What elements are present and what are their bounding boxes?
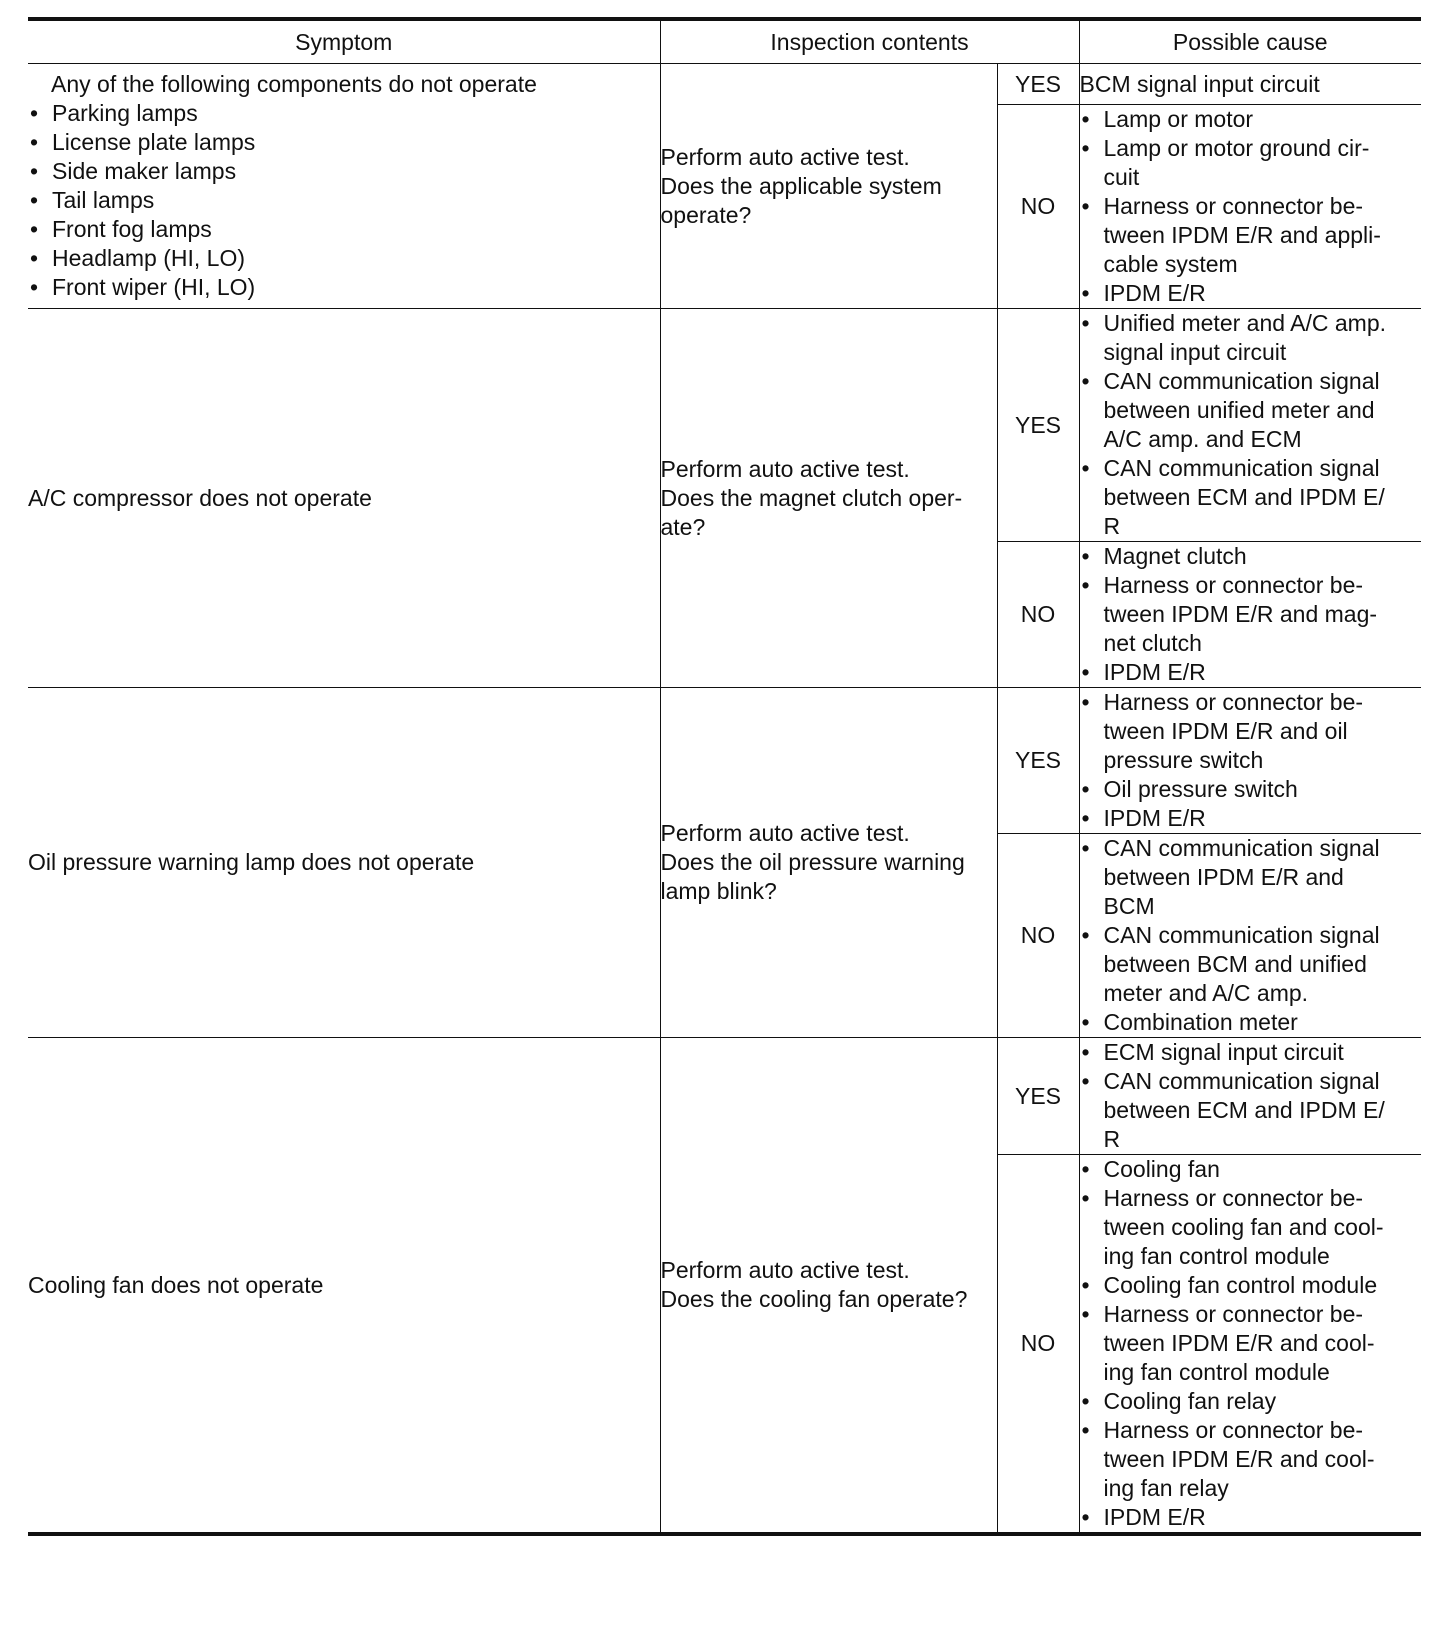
cause-list [1080, 542, 1422, 687]
diagnosis-table [28, 17, 1421, 1536]
inspection-line: ate? [660, 513, 706, 540]
list-item: • Cooling fan relay [1080, 1387, 1422, 1416]
list-item: • Tail lamps [28, 186, 660, 215]
header-possible-cause: Possible cause [1079, 19, 1421, 64]
list-item: • ECM signal input circuit [1080, 1038, 1422, 1067]
list-item: • Oil pressure switch [1080, 775, 1422, 804]
list-item: • Magnet clutch [1080, 542, 1422, 571]
answer-yes: YES [997, 64, 1079, 105]
inspection-cell [660, 688, 997, 1038]
answer-yes: YES [997, 309, 1079, 542]
list-item: • IPDM E/R [1080, 1503, 1422, 1532]
answer-no: NO [997, 834, 1079, 1038]
inspection-line: Perform auto active test. [660, 1257, 910, 1283]
cause-list [1080, 105, 1422, 308]
list-item: • Lamp or motor ground cir- cuit [1080, 134, 1422, 192]
list-item: • Headlamp (HI, LO) [28, 244, 660, 273]
answer-yes: YES [997, 688, 1079, 834]
header-symptom: Symptom [28, 19, 660, 64]
cause-list [1080, 1155, 1422, 1532]
list-item: • CAN communication signal between BCM and unified meter and A/C amp. [1080, 921, 1422, 1008]
cause-cell [1079, 834, 1421, 1038]
inspection-cell [660, 309, 997, 688]
inspection-line: Does the applicable system [660, 172, 942, 199]
answer-no: NO [997, 542, 1079, 688]
cause-cell [1079, 1155, 1421, 1535]
list-item: • Harness or connector be- tween cooling fan and cool- ing fan control module [1080, 1184, 1422, 1271]
inspection-cell [660, 1038, 997, 1535]
inspection-line: Does the cooling fan operate? [660, 1286, 968, 1312]
list-item: • IPDM E/R [1080, 658, 1422, 687]
list-item: • Front wiper (HI, LO) [28, 273, 660, 302]
table-row [28, 688, 1421, 834]
symptom-cell: Oil pressure warning lamp does not operate [28, 688, 660, 1038]
list-item: • Harness or connector be- tween IPDM E/R and mag- net clutch [1080, 571, 1422, 658]
cause-list [1080, 834, 1422, 1037]
cause-cell: BCM signal input circuit [1079, 64, 1421, 105]
cause-cell [1079, 688, 1421, 834]
table-header-row [28, 19, 1421, 64]
list-item: • CAN communication signal between ECM and IPDM E/ R [1080, 1067, 1422, 1154]
list-item: • Harness or connector be- tween IPDM E/R and cool- ing fan relay [1080, 1416, 1422, 1503]
header-inspection: Inspection contents [660, 19, 1079, 64]
cause-cell [1079, 309, 1421, 542]
symptom-lead: Any of the following components do not operate [51, 71, 537, 97]
inspection-line: Perform auto active test. [660, 143, 910, 170]
cause-cell [1079, 105, 1421, 309]
row-group-cooling-fan [28, 1038, 1421, 1535]
list-item: • CAN communication signal between unified meter and A/C amp. and ECM [1080, 367, 1422, 454]
symptom-component-list [28, 99, 660, 302]
answer-yes: YES [997, 1038, 1079, 1155]
inspection-line: Does the magnet clutch oper- [660, 484, 963, 511]
symptom-cell: Cooling fan does not operate [28, 1038, 660, 1535]
list-item: • Cooling fan control module [1080, 1271, 1422, 1300]
cause-cell [1079, 542, 1421, 688]
list-item: • Unified meter and A/C amp. signal input circuit [1080, 309, 1422, 367]
inspection-line: Does the oil pressure warning [660, 849, 965, 875]
list-item: • Combination meter [1080, 1008, 1422, 1037]
list-item: • Side maker lamps [28, 157, 660, 186]
list-item: • License plate lamps [28, 128, 660, 157]
inspection-line: operate? [660, 201, 752, 228]
cause-list [1080, 688, 1422, 833]
table-row [28, 64, 1421, 105]
list-item: • Front fog lamps [28, 215, 660, 244]
list-item: • CAN communication signal between ECM and IPDM E/ R [1080, 454, 1422, 541]
inspection-line: lamp blink? [660, 878, 777, 904]
row-group-ac-compressor [28, 309, 1421, 688]
symptom-cell [28, 64, 660, 309]
list-item: • Harness or connector be- tween IPDM E/R and oil pressure switch [1080, 688, 1422, 775]
inspection-cell [660, 64, 997, 309]
cause-list [1080, 309, 1422, 541]
list-item: • Cooling fan [1080, 1155, 1422, 1184]
cause-cell [1079, 1038, 1421, 1155]
cause-list [1080, 1038, 1422, 1154]
answer-no: NO [997, 1155, 1079, 1535]
list-item: • Harness or connector be- tween IPDM E/R and appli- cable system [1080, 192, 1422, 279]
table-row [28, 309, 1421, 542]
list-item: • Parking lamps [28, 99, 660, 128]
list-item: • CAN communication signal between IPDM E/R and BCM [1080, 834, 1422, 921]
list-item: • IPDM E/R [1080, 279, 1422, 308]
symptom-cell: A/C compressor does not operate [28, 309, 660, 688]
inspection-line: Perform auto active test. [660, 455, 910, 482]
row-group-oil-pressure [28, 688, 1421, 1038]
table-row [28, 1038, 1421, 1155]
list-item: • Harness or connector be- tween IPDM E/R and cool- ing fan control module [1080, 1300, 1422, 1387]
row-group-components [28, 64, 1421, 309]
inspection-line: Perform auto active test. [660, 820, 910, 846]
list-item: • Lamp or motor [1080, 105, 1422, 134]
list-item: • IPDM E/R [1080, 804, 1422, 833]
answer-no: NO [997, 105, 1079, 309]
